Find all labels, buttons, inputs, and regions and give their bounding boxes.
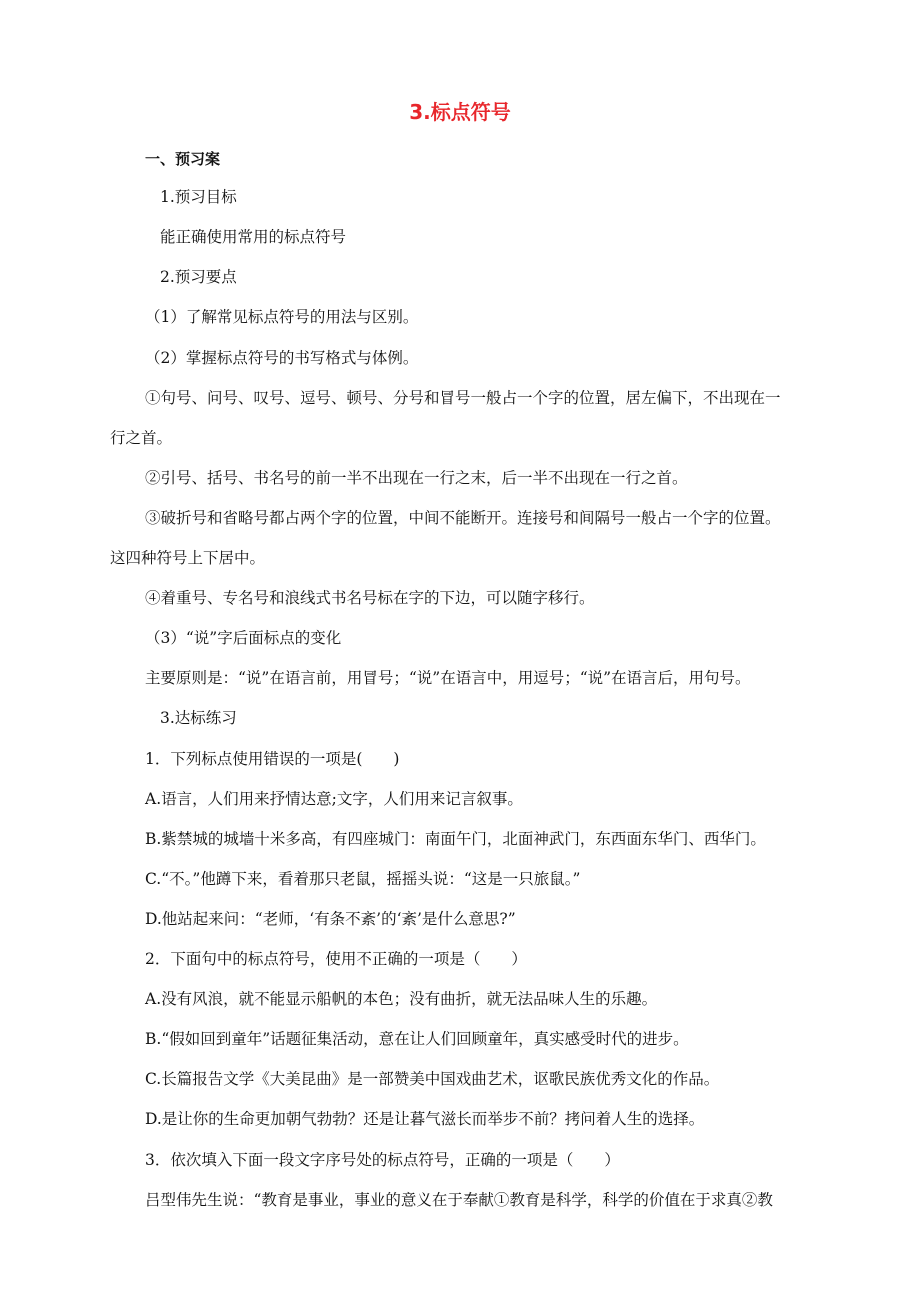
paragraph-line: （3）“说”字后面标点的变化: [145, 629, 342, 647]
page-title: 3.标点符号: [409, 100, 511, 124]
section-heading: 一、预习案: [145, 150, 221, 168]
question-2-option-c: C.长篇报告文学《大美昆曲》是一部赞美中国戏曲艺术，讴歌民族优秀文化的作品。: [145, 1070, 720, 1088]
subheading-practice: 3.达标练习: [160, 709, 237, 727]
question-2-option-d: D.是让你的生命更加朝气勃勃？还是让暮气滋长而举步不前？拷问着人生的选择。: [145, 1110, 705, 1128]
question-3-passage: 吕型伟先生说：“教育是事业，事业的意义在于奉献①教育是科学，科学的价值在于求真②教: [145, 1191, 773, 1209]
paragraph-line: 主要原则是：“说”在语言前，用冒号；“说”在语言中，用逗号；“说”在语言后，用句号。: [145, 669, 751, 687]
paragraph-line: ②引号、括号、书名号的前一半不出现在一行之末，后一半不出现在一行之首。: [145, 469, 688, 487]
question-2: 2．下面句中的标点符号，使用不正确的一项是（ ）: [145, 950, 527, 968]
paragraph-line: 行之首。: [110, 429, 173, 447]
paragraph-line: （1）了解常见标点符号的用法与区别。: [145, 308, 419, 326]
paragraph-line: ③破折号和省略号都占两个字的位置，中间不能断开。连接号和间隔号一般占一个字的位置。: [145, 509, 781, 527]
paragraph-line: （2）掌握标点符号的书写格式与体例。: [145, 349, 419, 367]
question-1-option-c: C.“不。”他蹲下来，看着那只老鼠，摇摇头说：“这是一只旅鼠。”: [145, 870, 581, 888]
question-1: 1．下列标点使用错误的一项是( ): [145, 750, 400, 768]
question-2-option-b: B.“假如回到童年”话题征集活动，意在让人们回顾童年，真实感受时代的进步。: [145, 1030, 689, 1048]
question-1-option-d: D.他站起来问：“老师，‘有条不紊’的‘紊’是什么意思?”: [145, 910, 516, 928]
paragraph-line: 这四种符号上下居中。: [110, 549, 266, 567]
subheading-preview-goal: 1.预习目标: [160, 188, 237, 206]
question-3: 3．依次填入下面一段文字序号处的标点符号，正确的一项是（ ）: [145, 1151, 620, 1169]
question-1-option-b: B.紫禁城的城墙十米多高，有四座城门：南面午门，北面神武门，东西面东华门、西华门。: [145, 830, 766, 848]
paragraph-line: ①句号、问号、叹号、逗号、顿号、分号和冒号一般占一个字的位置，居左偏下，不出现在一: [145, 389, 781, 407]
paragraph-line: 能正确使用常用的标点符号: [160, 228, 347, 246]
question-2-option-a: A.没有风浪，就不能显示船帆的本色；没有曲折，就无法品味人生的乐趣。: [145, 990, 658, 1008]
paragraph-line: ④着重号、专名号和浪线式书名号标在字的下边，可以随字移行。: [145, 589, 595, 607]
question-1-option-a: A.语言，人们用来抒情达意;文字，人们用来记言叙事。: [145, 790, 523, 808]
subheading-preview-points: 2.预习要点: [160, 268, 237, 286]
